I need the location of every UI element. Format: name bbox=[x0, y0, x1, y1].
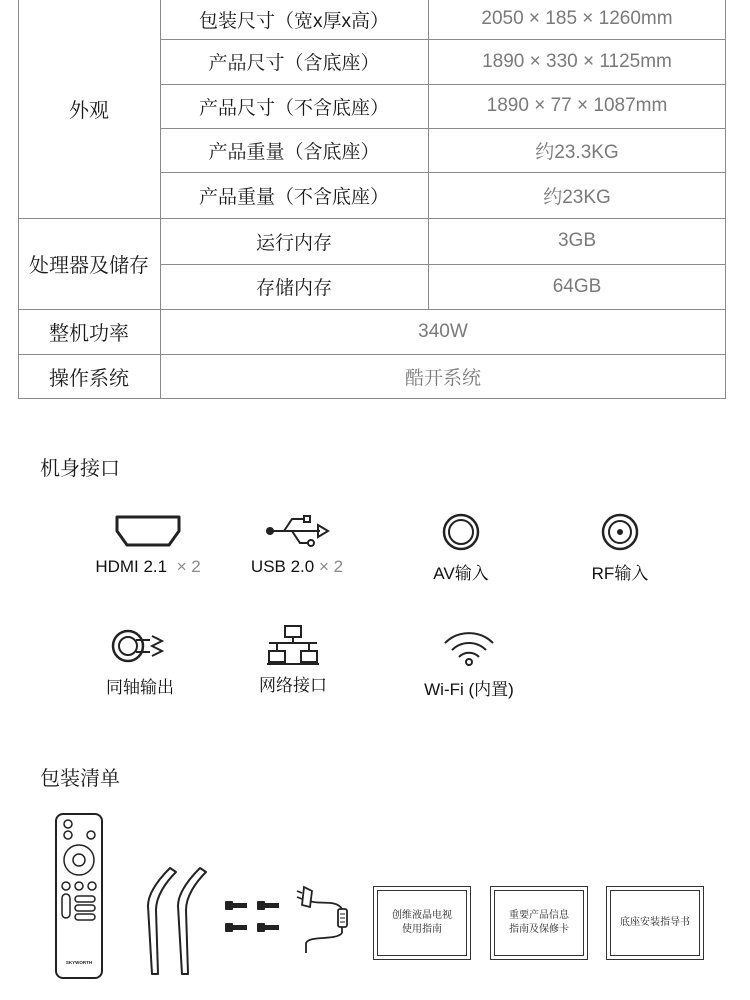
port-label: Wi-Fi (内置) bbox=[424, 680, 514, 699]
port-network bbox=[218, 625, 368, 696]
spec-label: 产品重量（含底座） bbox=[208, 141, 380, 163]
spec-value-power: 340W bbox=[418, 320, 468, 342]
coaxial-output-icon bbox=[110, 627, 170, 665]
port-usb bbox=[222, 513, 372, 577]
table-rule bbox=[18, 398, 726, 399]
remote-brand-label: SKYWORTH bbox=[65, 960, 93, 965]
port-label: RF输入 bbox=[591, 564, 649, 583]
spec-label: 产品重量（不含底座） bbox=[198, 186, 389, 208]
port-multiplier: × 2 bbox=[176, 557, 201, 576]
wifi-icon bbox=[439, 627, 499, 667]
usb-icon bbox=[262, 513, 332, 549]
booklet-warranty-card bbox=[490, 886, 588, 960]
spec-value: 1890 × 77 × 1087mm bbox=[486, 95, 668, 116]
port-label: USB 2.0 bbox=[250, 557, 315, 576]
screws-illustration bbox=[223, 897, 285, 937]
spec-label: 产品尺寸（含底座） bbox=[208, 53, 380, 74]
spec-value: 1890 × 330 × 1125mm bbox=[482, 50, 672, 72]
port-label: HDMI 2.1 bbox=[95, 557, 168, 576]
stand-legs-illustration bbox=[140, 862, 212, 980]
booklet-stand-install-guide bbox=[606, 886, 704, 960]
spec-group-processor-storage: 处理器及储存 bbox=[29, 255, 149, 277]
port-label: AV输入 bbox=[433, 564, 489, 583]
booklet-title: 创维液晶电视 使用指南 bbox=[377, 890, 467, 956]
port-wifi bbox=[394, 627, 544, 700]
power-cord-illustration bbox=[296, 883, 354, 961]
rf-input-icon bbox=[600, 513, 640, 551]
port-label: 同轴输出 bbox=[106, 678, 174, 697]
spec-table bbox=[18, 0, 726, 399]
av-input-icon bbox=[441, 513, 481, 551]
package-section-title: 包装清单 bbox=[40, 768, 120, 790]
spec-value-os: 酷开系统 bbox=[404, 367, 481, 389]
spec-name-os: 操作系统 bbox=[49, 367, 129, 390]
ports-section-title: 机身接口 bbox=[40, 458, 120, 480]
spec-value: 约23KG bbox=[543, 186, 611, 208]
spec-group-appearance: 外观 bbox=[69, 100, 109, 122]
spec-label: 运行内存 bbox=[255, 232, 332, 254]
booklet-title: 重要产品信息 指南及保修卡 bbox=[494, 890, 584, 956]
port-av bbox=[386, 513, 536, 584]
port-multiplier: × 2 bbox=[318, 557, 344, 576]
port-rf bbox=[545, 513, 695, 584]
port-coaxial bbox=[65, 627, 215, 698]
spec-label: 存储内存 bbox=[255, 278, 332, 299]
remote-control-illustration bbox=[54, 812, 104, 980]
port-hdmi bbox=[73, 513, 223, 577]
spec-label: 产品尺寸（不含底座） bbox=[198, 97, 389, 119]
spec-value: 2050 × 185 × 1260mm bbox=[481, 8, 673, 29]
spec-name-power: 整机功率 bbox=[49, 323, 129, 345]
booklet-title: 底座安装指导书 bbox=[610, 890, 700, 956]
booklet-user-guide bbox=[373, 886, 471, 960]
spec-value: 约23.3KG bbox=[535, 141, 619, 163]
spec-value: 3GB bbox=[557, 230, 597, 251]
hdmi-port-icon bbox=[113, 513, 183, 549]
spec-value: 64GB bbox=[552, 275, 602, 297]
port-label: 网络接口 bbox=[259, 676, 327, 695]
spec-label: 包装尺寸（宽x厚x高） bbox=[198, 10, 389, 32]
network-port-icon bbox=[265, 625, 321, 665]
